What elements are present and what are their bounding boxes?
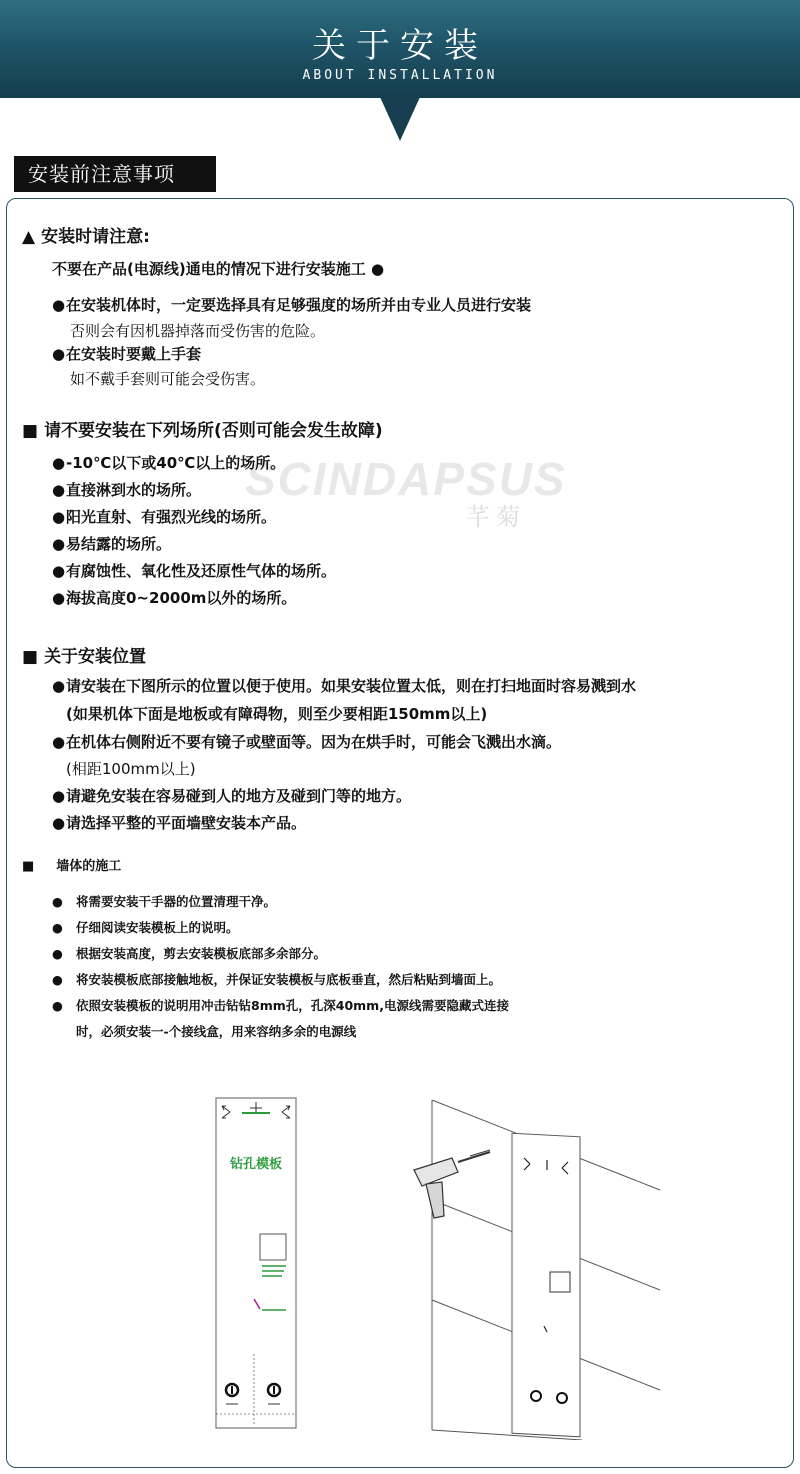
square-bullet-icon: ■: [22, 647, 39, 667]
position-line: (如果机体下面是地板或有障碍物，则至少要相距150mm以上): [66, 705, 488, 723]
template-title: 钻孔模板: [229, 1157, 283, 1172]
wall-item: ● 将需要安装干手器的位置清理干净。: [52, 894, 277, 909]
avoid-item: ●海拔高度0~2000m以外的场所。: [52, 589, 297, 607]
caution-line-3: 否则会有因机器掉落而受伤害的危险。: [70, 322, 326, 340]
banner-title: 关于安装: [312, 26, 488, 66]
wall-item: ● 根据安装高度，剪去安装模板底部多余部分。: [52, 946, 327, 961]
position-line: ●请安装在下图所示的位置以便于使用。如果安装位置太低，则在打扫地面时容易溅到水: [52, 677, 637, 695]
caution-line-5: 如不戴手套则可能会受伤害。: [70, 370, 266, 388]
warning-triangle-icon: ▲: [22, 227, 36, 247]
avoid-item: ●直接淋到水的场所。: [52, 481, 202, 499]
wall-item: ● 依照安装模板的说明用冲击钻钻8mm孔，孔深40mm,电源线需要隐藏式连接: [52, 998, 509, 1013]
avoid-item: ●阳光直射、有强烈光线的场所。: [52, 508, 277, 526]
position-line: ●请避免安装在容易碰到人的地方及碰到门等的地方。: [52, 787, 412, 805]
avoid-item: ●有腐蚀性、氧化性及还原性气体的场所。: [52, 562, 337, 580]
square-bullet-icon: ■: [22, 421, 39, 441]
bullet-icon: ●: [52, 296, 66, 314]
wall-heading: ■ 墙体的施工: [22, 859, 122, 874]
caution-heading: ▲ 安装时请注意:: [22, 227, 150, 247]
watermark-cn: 芊菊: [466, 503, 526, 531]
position-line: ●请选择平整的平面墙壁安装本产品。: [52, 814, 307, 832]
caution-line-1: 不要在产品(电源线)通电的情况下进行安装施工 ●: [52, 260, 385, 278]
header-banner: [0, 0, 800, 98]
square-bullet-icon: ■: [22, 859, 35, 874]
avoid-item: ●易结露的场所。: [52, 535, 172, 553]
wall-item: ● 仔细阅读安装模板上的说明。: [52, 920, 239, 935]
wall-drilling-figure: [412, 1100, 664, 1440]
watermark-latin: SCINDAPSUS: [245, 453, 567, 505]
position-heading: ■ 关于安装位置: [22, 647, 147, 667]
bullet-icon: ●: [52, 345, 66, 363]
section-tag: 安装前注意事项: [14, 156, 216, 192]
wall-item: 时，必须安装一-个接线盒，用来容纳多余的电源线: [76, 1024, 357, 1039]
position-line: (相距100mm以上): [66, 760, 196, 778]
caution-line-2: ●在安装机体时，一定要选择具有足够强度的场所并由专业人员进行安装: [52, 296, 532, 314]
banner-arrow-icon: [380, 97, 420, 141]
avoid-item: ●-10℃以下或40℃以上的场所。: [52, 454, 286, 472]
drilling-template-figure: [214, 1096, 300, 1432]
banner-subtitle: ABOUT INSTALLATION: [302, 68, 498, 83]
avoid-heading: ■ 请不要安装在下列场所(否则可能会发生故障): [22, 421, 383, 441]
wall-item: ● 将安装模板底部接触地板，并保证安装模板与底板垂直，然后粘贴到墙面上。: [52, 972, 502, 987]
caution-line-4: ●在安装时要戴上手套: [52, 345, 202, 363]
position-line: ●在机体右侧附近不要有镜子或壁面等。因为在烘手时，可能会飞溅出水滴。: [52, 733, 562, 751]
